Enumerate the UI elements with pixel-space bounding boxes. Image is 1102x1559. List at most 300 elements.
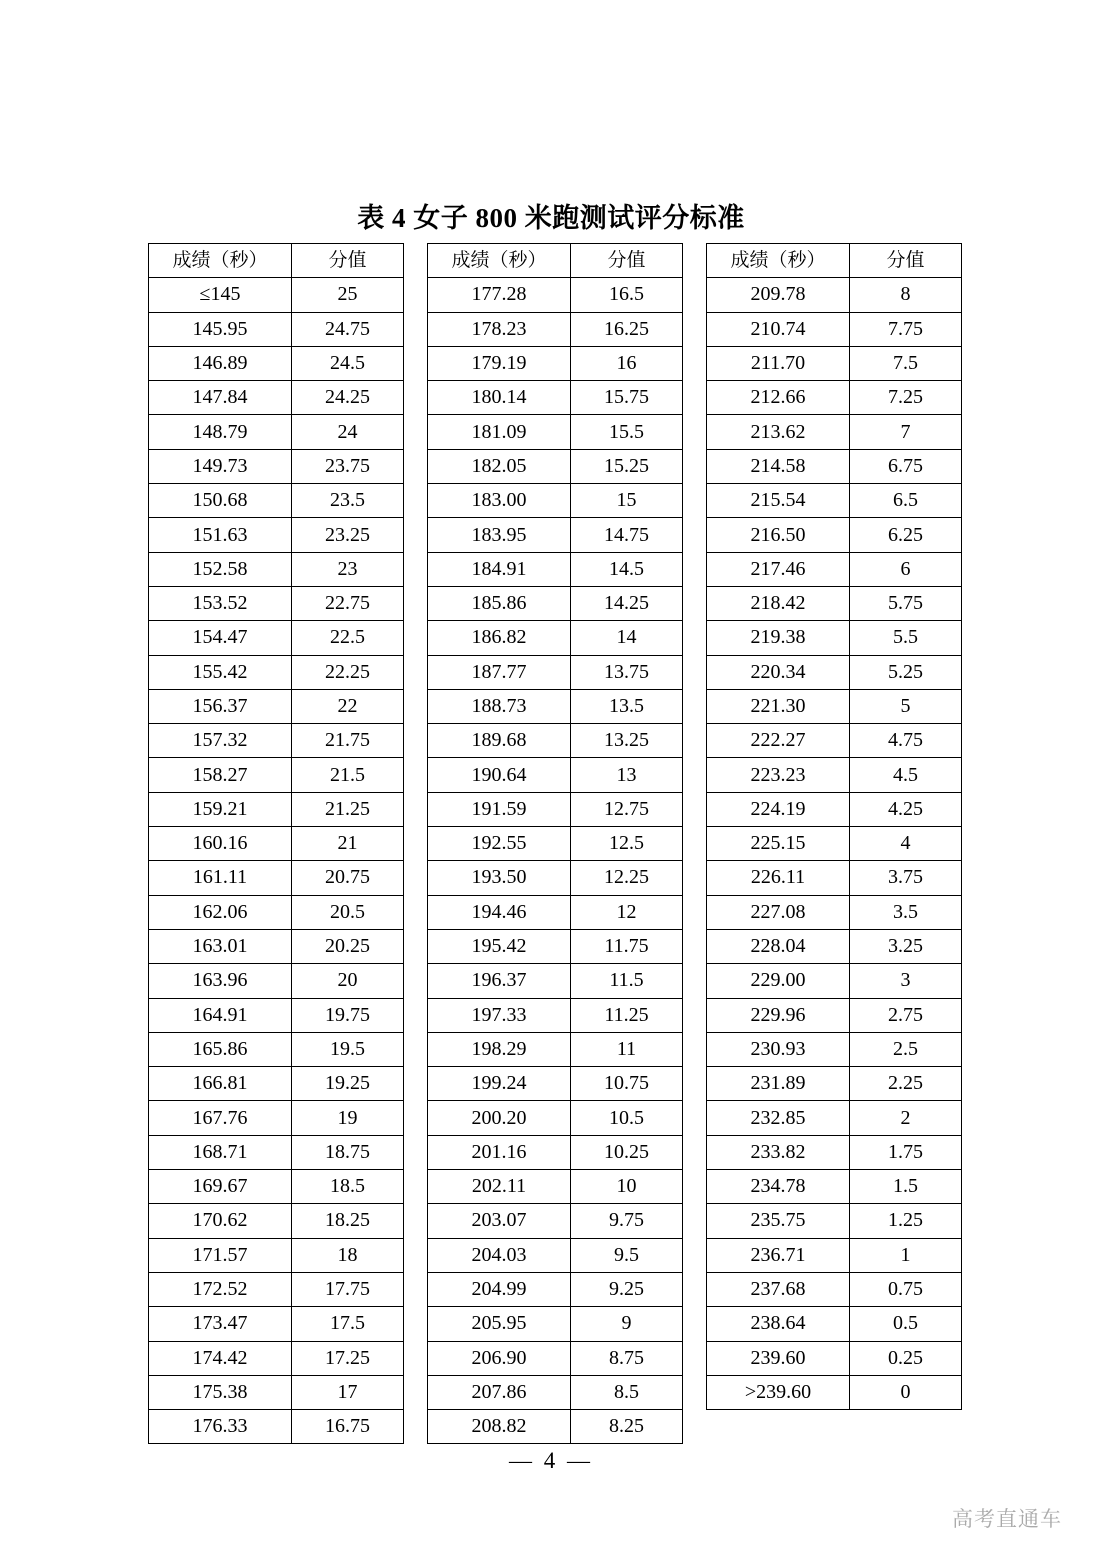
table-row [149,1410,404,1444]
table-row [428,1067,683,1101]
cell-result: 212.66 [707,381,850,415]
column-header-score: 分值 [850,244,962,278]
cell-result: 159.21 [149,792,292,826]
table-row [428,621,683,655]
cell-result: 195.42 [428,929,571,963]
cell-score: 8 [850,278,962,312]
table-row [707,449,962,483]
cell-result: 169.67 [149,1170,292,1204]
cell-score: 3 [850,964,962,998]
table-row [149,1307,404,1341]
cell-score: 23.25 [292,518,404,552]
cell-score: 20.5 [292,895,404,929]
cell-result: 164.91 [149,998,292,1032]
table-row [149,1341,404,1375]
cell-score: 24 [292,415,404,449]
table-row [707,1307,962,1341]
table-row [707,655,962,689]
cell-result: 193.50 [428,861,571,895]
cell-result: 145.95 [149,312,292,346]
cell-score: 4 [850,827,962,861]
cell-result: 150.68 [149,484,292,518]
cell-result: 194.46 [428,895,571,929]
table-row [428,278,683,312]
table-row [149,1238,404,1272]
cell-score: 5.5 [850,621,962,655]
cell-score: 11.25 [571,998,683,1032]
column-header-score: 分值 [571,244,683,278]
cell-result: 152.58 [149,552,292,586]
table-row [149,1067,404,1101]
table-row [707,552,962,586]
table-row [428,1307,683,1341]
table-row [149,1032,404,1066]
cell-score: 15 [571,484,683,518]
cell-score: 2.5 [850,1032,962,1066]
cell-result: 197.33 [428,998,571,1032]
cell-result: 221.30 [707,689,850,723]
cell-score: 13.75 [571,655,683,689]
table-row [149,449,404,483]
table-row [428,827,683,861]
table-row [428,346,683,380]
cell-result: 166.81 [149,1067,292,1101]
table-row [149,1101,404,1135]
cell-result: 176.33 [149,1410,292,1444]
cell-score: 20.25 [292,929,404,963]
table-row [428,964,683,998]
table-row [428,586,683,620]
cell-result: 237.68 [707,1272,850,1306]
table-row [149,1170,404,1204]
cell-score: 4.75 [850,724,962,758]
cell-result: 146.89 [149,346,292,380]
cell-result: 183.95 [428,518,571,552]
cell-score: 11 [571,1032,683,1066]
cell-score: 1 [850,1238,962,1272]
cell-score: 10.75 [571,1067,683,1101]
cell-score: 24.5 [292,346,404,380]
cell-result: 174.42 [149,1341,292,1375]
cell-score: 7.5 [850,346,962,380]
cell-score: 11.5 [571,964,683,998]
cell-score: 21.5 [292,758,404,792]
cell-result: 188.73 [428,689,571,723]
table-row [149,827,404,861]
table-row [707,1067,962,1101]
cell-result: 210.74 [707,312,850,346]
cell-score: 1.5 [850,1170,962,1204]
table-row [707,929,962,963]
cell-score: 5.75 [850,586,962,620]
cell-result: 206.90 [428,1341,571,1375]
cell-score: 23 [292,552,404,586]
cell-score: 18.5 [292,1170,404,1204]
cell-result: 171.57 [149,1238,292,1272]
cell-result: 216.50 [707,518,850,552]
cell-result: 226.11 [707,861,850,895]
cell-result: 203.07 [428,1204,571,1238]
cell-result: 204.03 [428,1238,571,1272]
cell-result: 168.71 [149,1135,292,1169]
cell-result: 183.00 [428,484,571,518]
cell-result: 222.27 [707,724,850,758]
table-row [707,861,962,895]
page-number: — 4 — [509,1448,593,1473]
table-row [707,1204,962,1238]
cell-score: 7 [850,415,962,449]
cell-score: 23.75 [292,449,404,483]
cell-result: 158.27 [149,758,292,792]
table-row [149,792,404,826]
cell-score: 0.25 [850,1341,962,1375]
cell-result: 200.20 [428,1101,571,1135]
cell-result: 236.71 [707,1238,850,1272]
table-row [428,415,683,449]
cell-result: 224.19 [707,792,850,826]
column-header-result: 成绩（秒） [428,244,571,278]
cell-score: 16.5 [571,278,683,312]
cell-score: 24.25 [292,381,404,415]
cell-score: 0.5 [850,1307,962,1341]
cell-result: 231.89 [707,1067,850,1101]
table-row [149,346,404,380]
cell-result: 213.62 [707,415,850,449]
cell-score: 15.25 [571,449,683,483]
table-row [149,621,404,655]
cell-result: 160.16 [149,827,292,861]
cell-score: 10.25 [571,1135,683,1169]
cell-result: 177.28 [428,278,571,312]
table-row [149,998,404,1032]
cell-score: 12 [571,895,683,929]
cell-result: 207.86 [428,1375,571,1409]
table-row [707,1101,962,1135]
table-row [149,552,404,586]
cell-result: 230.93 [707,1032,850,1066]
table-row [707,518,962,552]
cell-result: 211.70 [707,346,850,380]
cell-result: 228.04 [707,929,850,963]
table-row [428,758,683,792]
table-row [707,278,962,312]
table-row [428,1135,683,1169]
table-row [428,929,683,963]
table-row [428,518,683,552]
cell-result: 163.01 [149,929,292,963]
cell-result: 196.37 [428,964,571,998]
cell-score: 9.5 [571,1238,683,1272]
cell-score: 8.75 [571,1341,683,1375]
cell-score: 13 [571,758,683,792]
cell-score: 6.75 [850,449,962,483]
table-row [707,1272,962,1306]
cell-score: 7.75 [850,312,962,346]
cell-score: 17.5 [292,1307,404,1341]
cell-score: 0 [850,1375,962,1409]
table-row [149,758,404,792]
cell-result: 165.86 [149,1032,292,1066]
cell-score: 19.5 [292,1032,404,1066]
cell-score: 23.5 [292,484,404,518]
table-row [707,895,962,929]
cell-result: 239.60 [707,1341,850,1375]
cell-score: 20 [292,964,404,998]
table-row [707,484,962,518]
table-row [428,689,683,723]
cell-score: 19 [292,1101,404,1135]
column-header-result: 成绩（秒） [149,244,292,278]
table-row [428,1238,683,1272]
table-row [149,655,404,689]
table-row [707,312,962,346]
cell-result: 214.58 [707,449,850,483]
cell-result: 173.47 [149,1307,292,1341]
table-row [707,1375,962,1409]
cell-score: 14.25 [571,586,683,620]
cell-result: 208.82 [428,1410,571,1444]
cell-score: 3.25 [850,929,962,963]
cell-score: 8.5 [571,1375,683,1409]
cell-result: 223.23 [707,758,850,792]
cell-score: 16.75 [292,1410,404,1444]
cell-score: 22 [292,689,404,723]
cell-result: 227.08 [707,895,850,929]
cell-score: 3.75 [850,861,962,895]
cell-result: 185.86 [428,586,571,620]
table-row [428,1375,683,1409]
cell-result: 220.34 [707,655,850,689]
cell-score: 22.25 [292,655,404,689]
cell-result: 233.82 [707,1135,850,1169]
cell-score: 1.75 [850,1135,962,1169]
page-title: 表 4 女子 800 米跑测试评分标准 [357,203,745,233]
cell-score: 2 [850,1101,962,1135]
table-row [707,964,962,998]
cell-result: 190.64 [428,758,571,792]
table-row [428,1170,683,1204]
table-row [428,312,683,346]
cell-score: 9.25 [571,1272,683,1306]
cell-score: 14 [571,621,683,655]
cell-score: 18.75 [292,1135,404,1169]
score-table-2 [427,243,683,1444]
cell-result: 170.62 [149,1204,292,1238]
cell-score: 21.25 [292,792,404,826]
cell-score: 14.5 [571,552,683,586]
cell-result: 189.68 [428,724,571,758]
cell-result: 229.96 [707,998,850,1032]
cell-score: 13.25 [571,724,683,758]
table-row [707,792,962,826]
cell-result: 184.91 [428,552,571,586]
table-row [707,1135,962,1169]
cell-score: 15.75 [571,381,683,415]
cell-result: 215.54 [707,484,850,518]
cell-score: 6.5 [850,484,962,518]
cell-result: 167.76 [149,1101,292,1135]
table-header-row [149,244,404,278]
cell-score: 19.25 [292,1067,404,1101]
table-row [707,621,962,655]
cell-score: 18.25 [292,1204,404,1238]
cell-result: 209.78 [707,278,850,312]
cell-score: 12.5 [571,827,683,861]
cell-result: 225.15 [707,827,850,861]
cell-result: 192.55 [428,827,571,861]
cell-result: 155.42 [149,655,292,689]
cell-score: 21.75 [292,724,404,758]
table-row [707,381,962,415]
table-row [428,484,683,518]
table-row [428,724,683,758]
table-row [149,1375,404,1409]
table-header-row [428,244,683,278]
cell-result: 181.09 [428,415,571,449]
table-row [707,415,962,449]
table-row [428,1101,683,1135]
cell-result: 201.16 [428,1135,571,1169]
cell-result: 235.75 [707,1204,850,1238]
cell-score: 22.5 [292,621,404,655]
cell-score: 1.25 [850,1204,962,1238]
table-row [428,1410,683,1444]
cell-score: 15.5 [571,415,683,449]
cell-result: 157.32 [149,724,292,758]
cell-score: 17 [292,1375,404,1409]
cell-result: 202.11 [428,1170,571,1204]
cell-result: 154.47 [149,621,292,655]
table-row [428,449,683,483]
table-row [149,895,404,929]
cell-score: 5.25 [850,655,962,689]
score-table-3 [706,243,962,1410]
table-header-row [707,244,962,278]
cell-score: 16 [571,346,683,380]
cell-result: 199.24 [428,1067,571,1101]
table-row [707,1341,962,1375]
cell-score: 9 [571,1307,683,1341]
cell-result: 172.52 [149,1272,292,1306]
table-row [149,484,404,518]
table-row [149,586,404,620]
cell-score: 0.75 [850,1272,962,1306]
cell-result: 234.78 [707,1170,850,1204]
table-row [428,895,683,929]
cell-result: 219.38 [707,621,850,655]
cell-result: 198.29 [428,1032,571,1066]
table-row [149,415,404,449]
cell-score: 17.75 [292,1272,404,1306]
cell-result: 186.82 [428,621,571,655]
cell-score: 6.25 [850,518,962,552]
cell-result: 178.23 [428,312,571,346]
table-row [428,1204,683,1238]
column-header-result: 成绩（秒） [707,244,850,278]
cell-result: 204.99 [428,1272,571,1306]
score-table-1 [148,243,404,1444]
table-row [707,1170,962,1204]
cell-score: 13.5 [571,689,683,723]
table-row [428,792,683,826]
table-row [707,346,962,380]
table-row [428,1032,683,1066]
table-row [149,1135,404,1169]
cell-result: 179.19 [428,346,571,380]
table-row [428,552,683,586]
table-row [707,758,962,792]
cell-result: 163.96 [149,964,292,998]
column-header-score: 分值 [292,244,404,278]
cell-result: 229.00 [707,964,850,998]
table-row [707,586,962,620]
table-row [428,655,683,689]
cell-result: 175.38 [149,1375,292,1409]
cell-score: 25 [292,278,404,312]
cell-result: 205.95 [428,1307,571,1341]
table-row [428,1272,683,1306]
table-row [149,1204,404,1238]
cell-score: 20.75 [292,861,404,895]
cell-result: 180.14 [428,381,571,415]
cell-score: 4.25 [850,792,962,826]
cell-result: ≤145 [149,278,292,312]
cell-score: 10 [571,1170,683,1204]
table-row [149,278,404,312]
score-tables-container [148,243,958,1444]
table-row [149,312,404,346]
cell-score: 6 [850,552,962,586]
cell-score: 3.5 [850,895,962,929]
cell-score: 12.25 [571,861,683,895]
table-row [428,381,683,415]
cell-result: 232.85 [707,1101,850,1135]
cell-score: 2.25 [850,1067,962,1101]
cell-score: 10.5 [571,1101,683,1135]
cell-result: 217.46 [707,552,850,586]
cell-result: 187.77 [428,655,571,689]
table-row [707,998,962,1032]
cell-score: 4.5 [850,758,962,792]
table-row [149,724,404,758]
table-row [707,1032,962,1066]
table-row [707,689,962,723]
table-row [149,1272,404,1306]
watermark-label: 高考直通车 [952,1508,1062,1531]
cell-result: 191.59 [428,792,571,826]
table-row [149,964,404,998]
table-row [149,381,404,415]
table-row [149,689,404,723]
cell-score: 18 [292,1238,404,1272]
cell-result: 148.79 [149,415,292,449]
table-row [149,861,404,895]
table-row [707,827,962,861]
table-row [428,861,683,895]
cell-score: 2.75 [850,998,962,1032]
cell-score: 7.25 [850,381,962,415]
cell-score: 19.75 [292,998,404,1032]
table-row [149,929,404,963]
cell-result: 218.42 [707,586,850,620]
cell-result: 161.11 [149,861,292,895]
cell-result: 162.06 [149,895,292,929]
cell-score: 17.25 [292,1341,404,1375]
cell-result: 156.37 [149,689,292,723]
cell-score: 5 [850,689,962,723]
table-row [428,1341,683,1375]
cell-result: 149.73 [149,449,292,483]
